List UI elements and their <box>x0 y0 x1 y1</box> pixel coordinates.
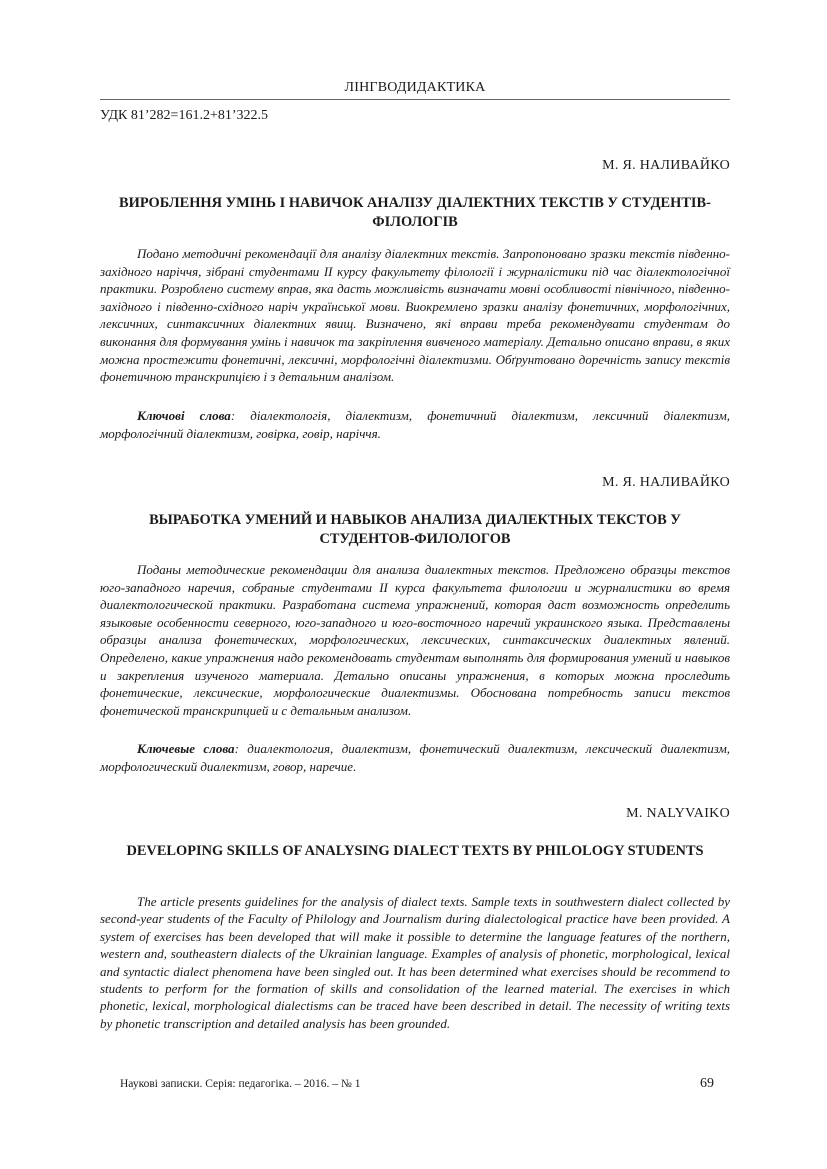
keywords-ukrainian <box>100 407 730 442</box>
footer-journal-citation: Наукові записки. Серія: педагогіка. – 2016. – № 1 <box>120 1078 361 1090</box>
title-russian: ВЫРАБОТКА УМЕНИЙ И НАВЫКОВ АНАЛИЗА ДИАЛЕКТНЫХ ТЕКСТОВ У СТУДЕНТОВ-ФИЛОЛОГОВ <box>149 512 681 547</box>
keywords-label-russian: Ключевые слова <box>137 741 235 756</box>
keywords-list-ukrainian: : діалектологія, діалектизм, фонетичний діалектизм, лексичний діалектизм, морфологічний діалектизм, говірка, говір, наріччя. <box>100 408 730 441</box>
author-ukrainian: М. Я. НАЛИВАЙКО <box>602 158 730 173</box>
page-number: 69 <box>700 1076 714 1091</box>
udk-code: УДК 81’282=161.2+81’322.5 <box>100 108 268 123</box>
title-ukrainian: ВИРОБЛЕННЯ УМІНЬ І НАВИЧОК АНАЛІЗУ ДІАЛЕКТНИХ ТЕКСТІВ У СТУДЕНТІВ-ФІЛОЛОГІВ <box>119 195 711 230</box>
author-russian: М. Я. НАЛИВАЙКО <box>602 475 730 490</box>
abstract-russian: Поданы методические рекомендации для анализа диалектных текстов. Предложено образцы текстов юго-западного наречия, собраные студентами ІІ курса факультета филологии и журналистики во время диалектологической практики. Разработана система упражнений, которая даст возможность определить языковые особенности северного, юго-западного и юго-восточного наречий украинского языка. Представлены образцы анализа фонетических, морфологических, лексических, синтаксических диалектных явлений. Определено, какие упражнения надо рекомендовать студентам выполнять для формирования умений и навыков и закрепления изученого материала. Детально описаны упражнения, в которых можна проследить фонетические, лексические, морфологические диалектизмы. Обоснована потребность записи текстов фонетической транскрипцией и с детальным анализом. <box>100 562 730 718</box>
abstract-english: The article presents guidelines for the analysis of dialect texts. Sample texts in southwestern dialect collected by second-year students of the Faculty of Philology and Journalism during dialectological practice have been provided. A system of exercises has been developed that will make it possible to determine the language features of the northern, western and, southeastern dialects of the Ukrainian language. Examples of analysis of phonetic, morphological, lexical and syntactic dialect phenomena have been singled out. It has been determined what exercises should be recommend to students to perform for the formation of skills and consolidation of the learned material. The exercises in which phonetic, lexical, morphological dialectisms can be traced have been described in detail. The necessity of writing texts by phonetic transcription and detailed analysis has been grounded. <box>100 894 730 1031</box>
section-header: ЛІНГВОДИДАКТИКА <box>344 80 486 95</box>
keywords-list-russian: : диалектология, диалектизм, фонетический диалектизм, лексический диалектизм, морфологический диалектизм, говор, наречие. <box>100 741 730 774</box>
title-english: DEVELOPING SKILLS OF ANALYSING DIALECT TEXTS BY PHILOLOGY STUDENTS <box>126 843 704 859</box>
header-rule <box>100 99 730 100</box>
keywords-label-ukrainian: Ключові слова <box>137 408 231 423</box>
abstract-ukrainian: Подано методичні рекомендації для аналізу діалектних текстів. Запропоновано зразки текстів південно-західного наріччя, зібрані студентами ІІ курсу факультету філології і журналістики під час діалектологічної практики. Розроблено систему вправ, яка дасть можливість визначати мовні особливості північного, південно-західного і південно-східного наріч української мови. Виокремлено зразки аналізу фонетичних, морфологічних, лексичних, синтаксичних діалектних явищ. Визначено, які вправи треба рекомендувати студентам до виконання для формування умінь і навичок та закріплення вивченого матеріалу. Детально описано вправи, в яких можна простежити фонетичні, лексичні, морфологічні діалектизми. Обґрунтовано доречність запису текстів фонетичною транскрипцією і з детальним аналізом. <box>100 246 730 385</box>
keywords-russian <box>100 740 730 775</box>
author-english: M. NALYVAIKO <box>626 806 730 821</box>
